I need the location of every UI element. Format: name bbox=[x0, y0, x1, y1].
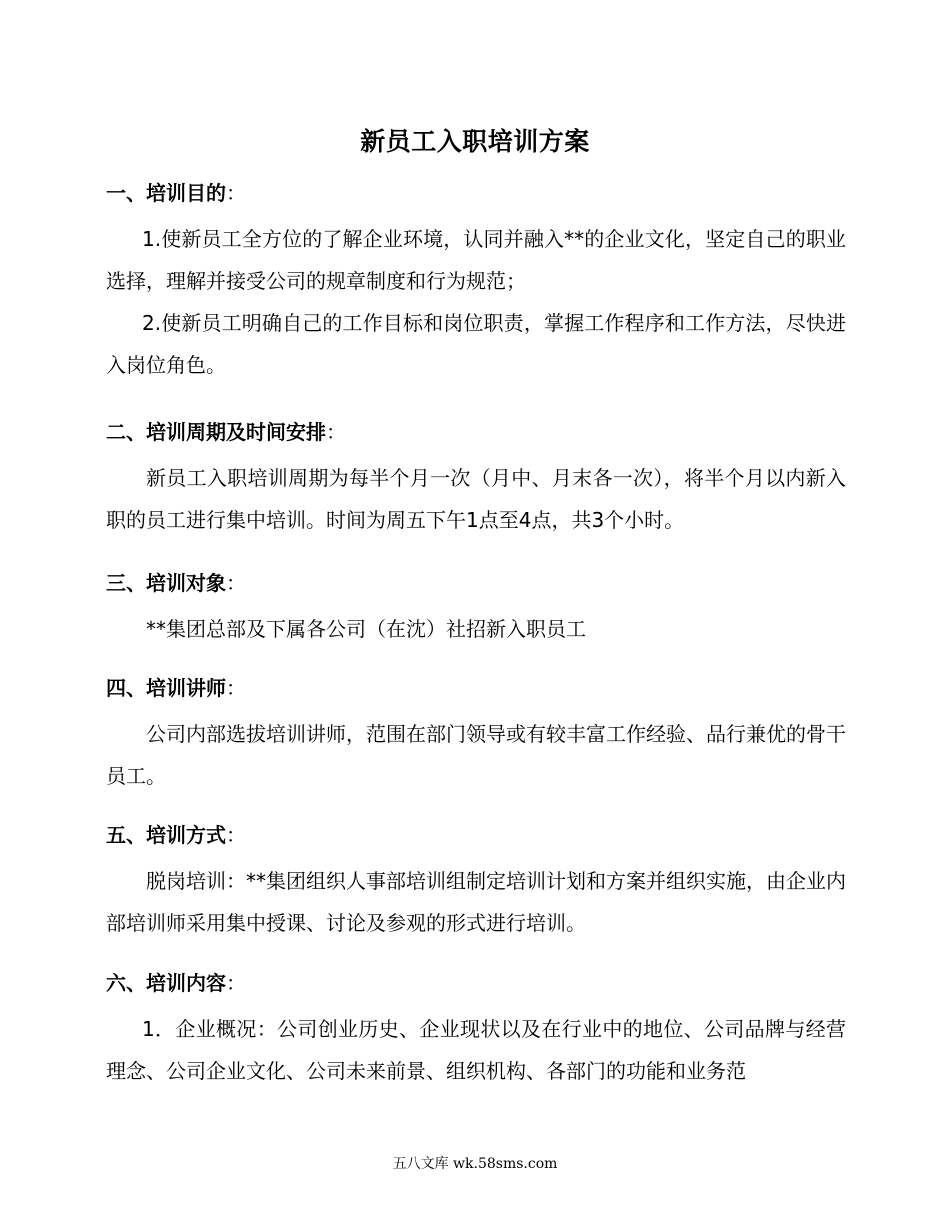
section-heading bbox=[106, 568, 846, 598]
section-heading bbox=[106, 820, 846, 850]
document-title: 新员工入职培训方案 bbox=[360, 127, 590, 156]
section-training-content bbox=[106, 968, 846, 1092]
heading-colon: ： bbox=[226, 971, 246, 995]
section-heading-text: 四、培训讲师 bbox=[106, 676, 226, 700]
section-training-audience bbox=[106, 568, 846, 650]
section-training-purpose bbox=[106, 178, 846, 386]
section-training-method bbox=[106, 820, 846, 944]
section-training-lecturers bbox=[106, 673, 846, 797]
section-heading bbox=[106, 968, 846, 998]
section-training-schedule bbox=[106, 417, 846, 541]
section-heading-text: 三、培训对象 bbox=[106, 571, 226, 595]
section-heading-text: 六、培训内容 bbox=[106, 971, 226, 995]
heading-colon: ： bbox=[326, 420, 346, 444]
paragraph: 1．企业概况：公司创业历史、企业现状以及在行业中的地位、公司品牌与经营理念、公司企业文化、公司未来前景、组织机构、各部门的功能和业务范 bbox=[106, 1017, 846, 1083]
paragraph: 新员工入职培训周期为每半个月一次（月中、月末各一次），将半个月以内新入职的员工进行集中培训。时间为周五下午1点至4点，共3个小时。 bbox=[106, 466, 846, 532]
section-heading-text: 五、培训方式 bbox=[106, 823, 226, 847]
section-heading-text: 一、培训目的 bbox=[106, 181, 226, 205]
paragraph: 公司内部选拔培训讲师，范围在部门领导或有较丰富工作经验、品行兼优的骨干员工。 bbox=[106, 722, 846, 788]
heading-colon: ： bbox=[226, 181, 246, 205]
section-heading bbox=[106, 417, 846, 447]
section-heading bbox=[106, 673, 846, 703]
heading-colon: ： bbox=[226, 823, 246, 847]
paragraph: 脱岗培训：**集团组织人事部培训组制定培训计划和方案并组织实施，由企业内部培训师采用集中授课、讨论及参观的形式进行培训。 bbox=[106, 869, 846, 935]
section-heading bbox=[106, 178, 846, 208]
paragraph: 1.使新员工全方位的了解企业环境，认同并融入**的企业文化，坚定自己的职业选择，理解并接受公司的规章制度和行为规范； bbox=[106, 227, 846, 293]
section-heading-text: 二、培训周期及时间安排 bbox=[106, 420, 326, 444]
heading-colon: ： bbox=[226, 571, 246, 595]
footer-watermark: 五八文库 wk.58sms.com bbox=[392, 1156, 558, 1172]
heading-colon: ： bbox=[226, 676, 246, 700]
paragraph: **集团总部及下属各公司（在沈）社招新入职员工 bbox=[146, 617, 586, 641]
paragraph: 2.使新员工明确自己的工作目标和岗位职责，掌握工作程序和工作方法，尽快进入岗位角色。 bbox=[106, 311, 846, 377]
